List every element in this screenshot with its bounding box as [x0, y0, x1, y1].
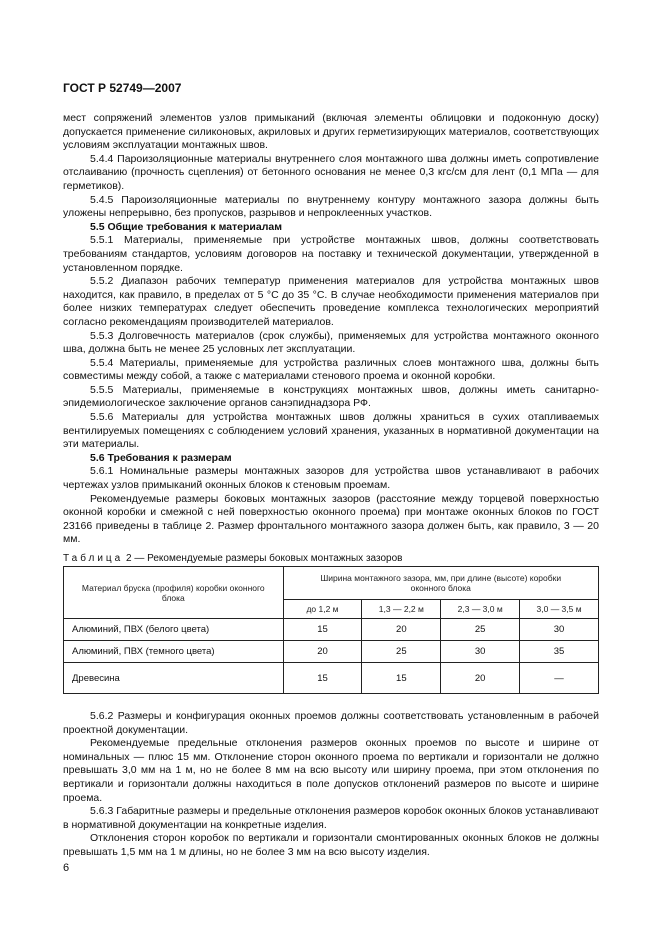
document-header: ГОСТ Р 52749—2007 — [63, 81, 182, 95]
body-text-bottom — [63, 710, 599, 860]
paragraph: 5.5.4 Материалы, применяемые для устройства различных слоев монтажного шва, должны быть совместимы между собой, а также с материалами стенового проема и оконной коробки. — [63, 356, 599, 383]
material-cell: Алюминий, ПВХ (темного цвета) — [64, 641, 284, 663]
value-cell: 20 — [441, 663, 520, 694]
paragraph: Рекомендуемые размеры боковых монтажных зазоров (расстояние между торцевой поверхностью оконной коробки и смежной с ней поверхностью оконного проема) при монтаже оконных блоков по ГОСТ 23166 приведены в таблице 2. Размер фронтального монтажного зазора должен быть, как правило, 3 — 20 мм. — [63, 492, 599, 546]
value-cell: 35 — [520, 641, 599, 663]
material-cell: Древесина — [64, 663, 284, 694]
body-text-top — [63, 112, 599, 547]
table-caption — [63, 553, 402, 564]
value-cell: 15 — [283, 619, 362, 641]
table-row — [64, 641, 599, 663]
paragraph: 5.6.3 Габаритные размеры и предельные отклонения размеров коробок оконных блоков устанавливают в нормативной документации на конкретные изделия. — [63, 805, 599, 831]
value-cell: 30 — [520, 619, 599, 641]
dimensions-table — [63, 566, 599, 694]
header-length-range: до 1,2 м — [283, 600, 362, 619]
value-cell: 15 — [283, 663, 362, 694]
value-cell: 30 — [441, 641, 520, 663]
value-cell: 20 — [283, 641, 362, 663]
value-cell: 20 — [362, 619, 441, 641]
paragraph: 5.6.2 Размеры и конфигурация оконных проемов должны соответствовать установленным в рабочей проектной документации. — [63, 710, 599, 736]
page-number: 6 — [63, 862, 70, 874]
paragraph: Рекомендуемые предельные отклонения размеров оконных проемов по высоте и ширине от номинальных — плюс 15 мм. Отклонение сторон оконного проема по вертикали и горизонтали не должно превышать 3,0 мм на 1 м, но не более 8 мм на всю высоту или ширину проема, при этом отклонения по вертикали и горизонтали должны находиться в поле допусков отклонений размеров по высоте и ширине проема. — [63, 737, 599, 804]
header-length-range: 3,0 — 3,5 м — [520, 600, 599, 619]
value-cell: — — [520, 663, 599, 694]
paragraph: 5.5.3 Долговечность материалов (срок службы), применяемых для устройства монтажного оконного шва, должна быть не менее 25 условных лет эксплуатации. — [63, 329, 599, 356]
paragraph: 5.4.5 Пароизоляционные материалы по внутреннему контуру монтажного зазора должны быть уложены непрерывно, без пропусков, разрывов и непроклеенных участков. — [63, 193, 599, 220]
paragraph: 5.6.1 Номинальные размеры монтажных зазоров для устройства швов устанавливают в рабочих чертежах узлов примыканий оконных блоков к стеновым проемам. — [63, 465, 599, 492]
table-caption-label: Таблица — [63, 553, 124, 564]
paragraph: 5.5.5 Материалы, применяемые в конструкциях монтажных швов, должны иметь санитарно-эпидемиологическое заключение органов санэпиднадзора РФ. — [63, 383, 599, 410]
paragraph: Отклонения сторон коробок по вертикали и горизонтали смонтированных оконных блоков не должны превышать 1,5 мм на 1 м длины, но не более 3 мм на всю высоту изделия. — [63, 832, 599, 858]
paragraph: мест сопряжений элементов узлов примыканий (включая элементы облицовки и подоконную доску) допускается применение силиконовых, акриловых и других герметизирующих материалов, соответствующих условиям эксплуатации монтажных швов. — [63, 112, 599, 152]
value-cell: 15 — [362, 663, 441, 694]
header-length-range: 2,3 — 3,0 м — [441, 600, 520, 619]
header-gap-width: Ширина монтажного зазора, мм, при длине (высоте) коробки оконного блока — [283, 567, 598, 600]
section-heading: 5.6 Требования к размерам — [90, 451, 232, 464]
material-cell: Алюминий, ПВХ (белого цвета) — [64, 619, 284, 641]
section-heading: 5.5 Общие требования к материалам — [90, 220, 282, 233]
value-cell: 25 — [362, 641, 441, 663]
table-row — [64, 619, 599, 641]
table-row — [64, 663, 599, 694]
table-caption-text: 2 — Рекомендуемые размеры боковых монтажных зазоров — [126, 553, 403, 564]
value-cell: 25 — [441, 619, 520, 641]
paragraph: 5.5.6 Материалы для устройства монтажных швов должны храниться в сухих отапливаемых вентилируемых помещениях с соблюдением условий хранения, указанных в нормативной документации на эти материалы. — [63, 411, 599, 451]
paragraph: 5.5.2 Диапазон рабочих температур применения материалов для устройства монтажных швов находится, как правило, в пределах от 5 °С до 35 °С. В случае необходимости применения материалов при более низких температурах следует обеспечить проведение комплекса технологических мероприятий согласно рекомендациям производителей материалов. — [63, 275, 599, 328]
paragraph: 5.5.1 Материалы, применяемые при устройстве монтажных швов, должны соответствовать требованиям стандартов, условиям договоров на поставку и технической документации, утвержденной в установленном порядке. — [63, 234, 599, 274]
header-material: Материал бруска (профиля) коробки оконного блока — [64, 567, 284, 619]
header-length-range: 1,3 — 2,2 м — [362, 600, 441, 619]
paragraph: 5.4.4 Пароизоляционные материалы внутреннего слоя монтажного шва должны иметь сопротивление отслаиванию (прочность сцепления) от бетонного основания не менее 0,3 кгс/см для лент (0,1 МПа — для герметиков). — [63, 152, 599, 192]
